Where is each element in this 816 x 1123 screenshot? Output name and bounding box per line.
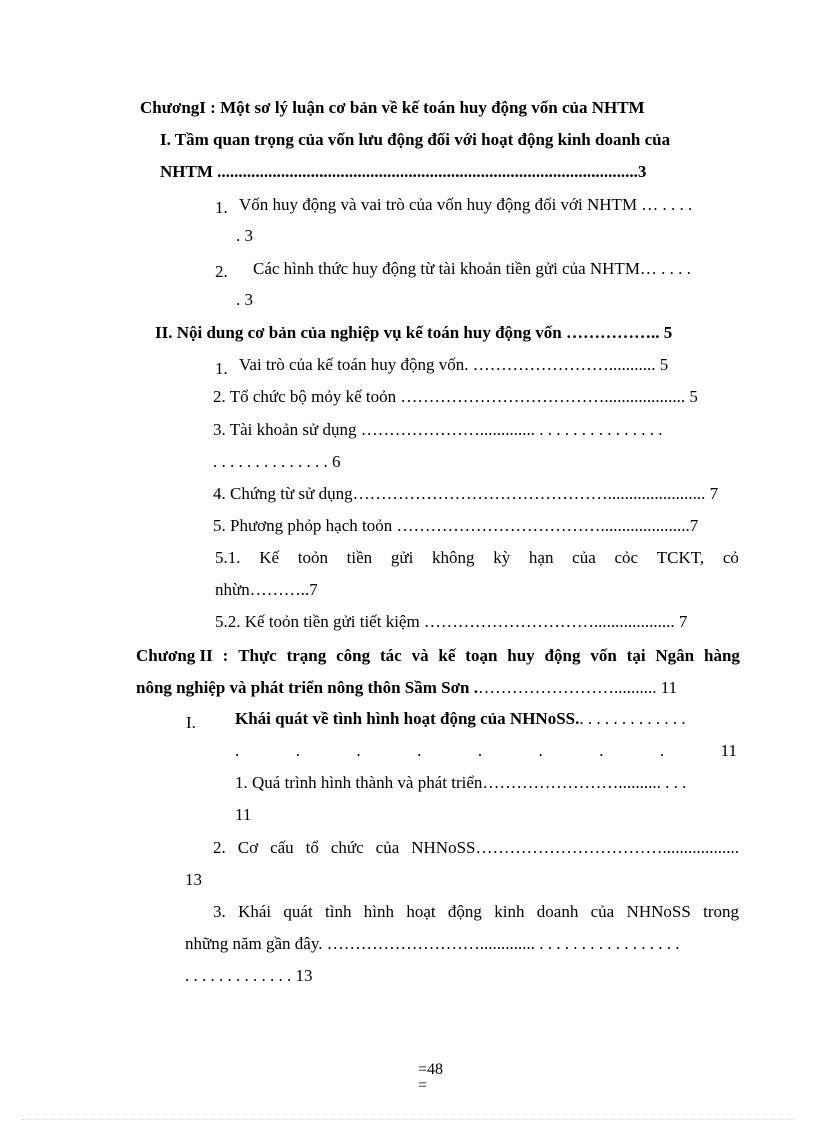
word: cấu: [270, 838, 294, 857]
item2-text: Các hình thức huy động từ tài khoản tiền gửi của NHTM… . . . .: [253, 259, 691, 278]
sub3-line2: . . . . . . . . . . . . . . 6: [213, 452, 341, 471]
ch2-sub1-line1: 1. Quá trình hình thành và phát triển…………………….......... . . .: [235, 773, 687, 792]
word: tổ: [305, 838, 319, 857]
word: tình: [325, 902, 352, 921]
word: tiền: [346, 548, 373, 567]
word: Cơ: [237, 838, 259, 857]
chapter2-title-line2: [136, 678, 677, 698]
word: huy: [507, 646, 535, 665]
word: chức: [330, 838, 364, 857]
word: công: [336, 646, 371, 665]
ch2-sub3-line3: . . . . . . . . . . . . . 13: [185, 966, 313, 985]
chapter1-title: ChươngI : Một sơ lý luận cơ bản về kế toán huy động vốn của NHTM: [140, 98, 645, 117]
word: NHNoSS……………………………..................: [411, 838, 739, 857]
dot: .: [235, 741, 240, 760]
ch2-sub3-line2: những năm gần đây. ………………………............. . . . . . . . . . . . . . . . . .: [185, 934, 680, 953]
ch2-sub2-line2: 13: [185, 870, 202, 889]
word: vốn: [590, 646, 617, 665]
word: toỏn: [297, 548, 328, 567]
word: Thực: [238, 646, 277, 665]
sub1-number: 1.: [215, 359, 228, 378]
word: Khái: [238, 902, 272, 921]
word: của: [572, 548, 596, 567]
word: của: [590, 902, 615, 921]
chapter2-title-bold: nông nghiệp và phát triển nông thôn Sầm Sơn .: [136, 678, 478, 697]
word: hoạt: [406, 902, 436, 921]
word: kỳ: [493, 548, 511, 567]
word: 5.1.: [215, 548, 241, 567]
dot: .: [417, 741, 422, 760]
sub3-line1: 3. Tài khoản sử dụng …………………............. . . . . . . . . . . . . . . .: [213, 420, 663, 439]
word: hạn: [528, 548, 554, 567]
sub1-text: Vai trò của kế toán huy động vốn. ……………………........... 5: [239, 355, 669, 374]
sub51-line2: nhừn………..7: [215, 580, 318, 599]
item1-text: Vốn huy động và vai trò của vốn huy động đối với NHTM … . . . .: [239, 195, 693, 214]
ch2-item1-text: Khái quát về tình hình hoạt động của NHNoSS.: [235, 709, 580, 728]
word: cỏc: [614, 548, 639, 567]
word: tại: [626, 646, 646, 665]
sub2-text: 2. Tổ chức bộ mỏy kế toỏn ………………………………................... 5: [213, 387, 698, 406]
word: trong: [703, 902, 739, 921]
ch2-item1-line2: [235, 741, 737, 761]
word: toạn: [465, 646, 498, 665]
page-marker-sub: =: [418, 1077, 428, 1094]
word: của: [375, 838, 400, 857]
word: trạng: [286, 646, 327, 665]
dot: .: [538, 741, 543, 760]
dot: .: [659, 741, 665, 760]
item2-number: 2.: [215, 262, 228, 281]
section1-title-line1: I. Tầm quan trọng của vốn lưu động đối với hoạt động kinh doanh của: [160, 130, 671, 149]
word: động: [544, 646, 581, 665]
word: quát: [283, 902, 313, 921]
section2-title: II. Nội dung cơ bản của nghiệp vụ kế toán huy động vốn …………….. 5: [155, 323, 673, 342]
page-marker: =48: [418, 1061, 444, 1078]
word: TCKT,: [656, 548, 705, 567]
item2-continuation: . 3: [236, 290, 253, 309]
sub5-text: 5. Phương phỏp hạch toỏn ……………………………….....................7: [213, 516, 699, 535]
word: tác: [379, 646, 402, 665]
word: Kế: [259, 548, 280, 567]
sub52-text: 5.2. Kế toỏn tiền gửi tiết kiệm …………………………................... 7: [215, 612, 688, 631]
word: không: [432, 548, 475, 567]
ch2-sub3-line1: [213, 902, 739, 922]
page-number: 11: [720, 741, 737, 760]
section1-title-line2: NHTM ...................................................................................................3: [160, 162, 647, 181]
ch2-item1-number: I.: [186, 713, 196, 732]
word: kinh: [494, 902, 525, 921]
chapter2-title-dots: …………………….......... 11: [477, 678, 678, 697]
word: 3.: [213, 902, 226, 921]
dot: .: [356, 741, 361, 760]
sub51-line1: [215, 548, 739, 568]
item1-number: 1.: [215, 198, 228, 217]
ch2-sub1-line2: 11: [235, 805, 252, 824]
dot: .: [477, 741, 483, 760]
ch2-item1-dots: . . . . . . . . . . . . .: [579, 709, 686, 728]
item1-continuation: . 3: [236, 226, 253, 245]
dot: .: [599, 741, 604, 760]
chapter2-title-line1: [136, 646, 740, 666]
dot: .: [295, 741, 300, 760]
word: Chương II: [136, 646, 213, 665]
word: doanh: [536, 902, 579, 921]
word: động: [447, 902, 482, 921]
word: cỏ: [722, 548, 739, 567]
ch2-item1-line1: [235, 709, 686, 729]
word: hàng: [704, 646, 740, 665]
word: hình: [363, 902, 395, 921]
ch2-sub2-line1: [213, 838, 739, 858]
page-bottom-divider: [22, 1119, 794, 1120]
word: NHNoSS: [626, 902, 691, 921]
word: và: [411, 646, 429, 665]
sub4-text: 4. Chứng từ sử dụng………………………………………....................... 7: [213, 484, 719, 503]
word: kế: [438, 646, 456, 665]
word: gửi: [390, 548, 414, 567]
word: :: [222, 646, 229, 665]
word: 2.: [213, 838, 226, 857]
word: Ngân: [655, 646, 695, 665]
